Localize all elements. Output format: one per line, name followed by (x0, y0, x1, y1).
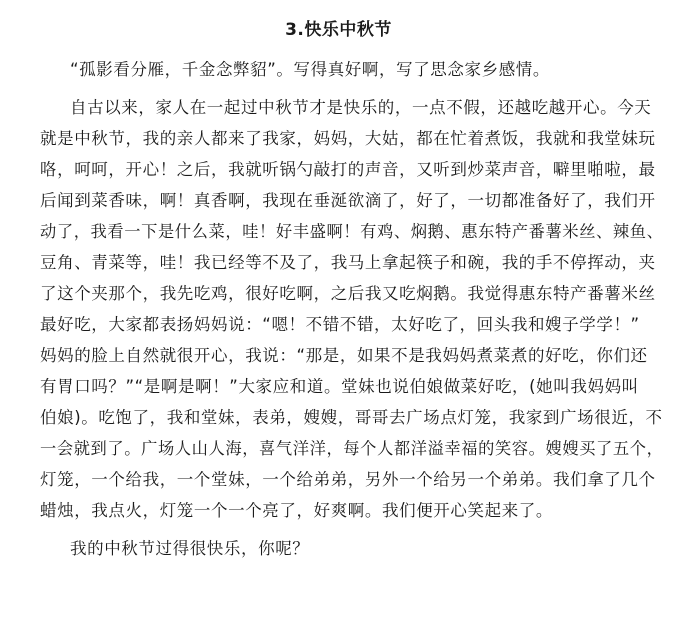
paragraph-line: 豆角、青菜等，哇！我已经等不及了，我马上拿起筷子和碗，我的手不停挥动，夹 (40, 253, 656, 272)
paragraph-line: 我的中秋节过得很快乐，你呢？ (70, 539, 310, 558)
paragraph-line: 就是中秋节，我的亲人都来了我家，妈妈，大姑，都在忙着煮饭，我就和我堂妹玩 (40, 129, 656, 148)
paragraph-line: 了这个夹那个，我先吃鸡，很好吃啊，之后我又吃焖鹅。我觉得惠东特产番薯米丝 (40, 284, 656, 303)
paragraph-line: 咯，呵呵，开心！之后，我就听锅勺敲打的声音，又听到炒菜声音，噼里啪啦，最 (40, 160, 656, 179)
paragraph-line: 妈妈的脸上自然就很开心，我说：“那是，如果不是我妈妈煮菜煮的好吃，你们还 (40, 346, 648, 365)
paragraph-line: 一会就到了。广场人山人海，喜气洋洋，每个人都洋溢幸福的笑容。嫂嫂买了五个， (40, 439, 664, 458)
paragraph-line: 自古以来，家人在一起过中秋节才是快乐的，一点不假，还越吃越开心。今天 (70, 98, 652, 117)
paragraph-line: 伯娘)。吃饱了，我和堂妹，表弟，嫂嫂，哥哥去广场点灯笼，我家到广场很近，不 (40, 408, 663, 427)
paragraph-line: 蜡烛，我点火，灯笼一个一个亮了，好爽啊。我们便开心笑起来了。 (40, 501, 553, 520)
paragraph-line: 后闻到菜香味，啊！真香啊，我现在垂涎欲滴了，好了，一切都准备好了，我们开 (40, 191, 656, 210)
paragraph-line: “孤影看分雁，千金念弊貂”。写得真好啊，写了思念家乡感情。 (70, 60, 550, 79)
paragraph-line: 灯笼，一个给我，一个堂妹，一个给弟弟，另外一个给另一个弟弟。我们拿了几个 (40, 470, 656, 489)
paragraph-line: 最好吃，大家都表扬妈妈说：“嗯！不错不错，太好吃了，回头我和嫂子学学！” (40, 315, 640, 334)
document-title: 3.快乐中秋节 (285, 20, 392, 40)
paragraph-line: 动了，我看一下是什么菜，哇！好丰盛啊！有鸡、焖鹅、惠东特产番薯米丝、辣鱼、 (40, 222, 664, 241)
paragraph-line: 有胃口吗？”“是啊是啊！”大家应和道。堂妹也说伯娘做菜好吃，(她叫我妈妈叫 (40, 377, 639, 396)
